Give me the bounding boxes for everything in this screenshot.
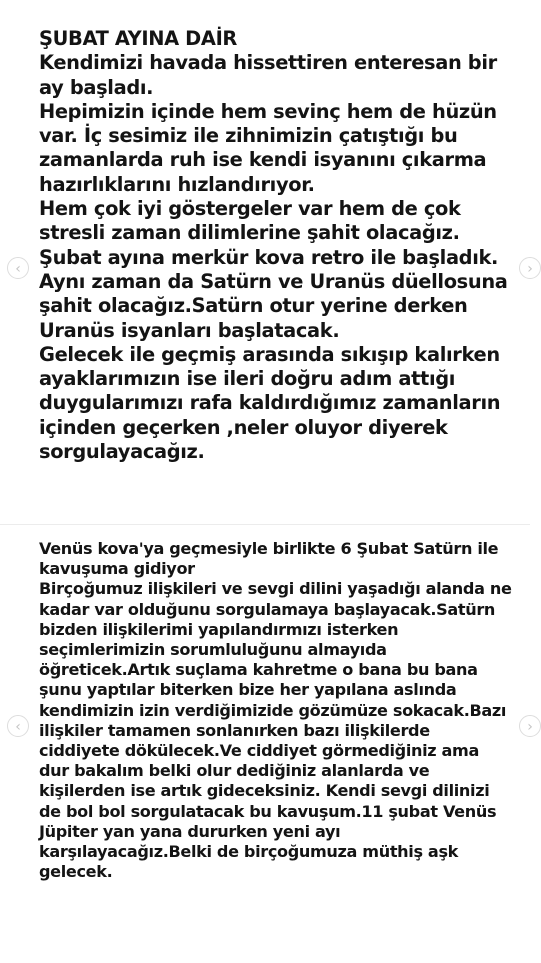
story-card-bottom — [0, 524, 530, 963]
post-text-top: ŞUBAT AYINA DAİR Kendimizi havada hissettiren enteresan bir ay başladı. Hepimizin içinde hem sevinç hem de hüzün var. İç sesimiz ile zihnimizin çatıştığı bu zamanlarda ruh ise kendi isyanını çıkarma hazırlıklarını hızlandırıyor. Hem çok iyi göstergeler var hem de çok stresli zaman dilimlerine şahit olacağız. Şubat ayına merkür kova retro ile başladık. Aynı zaman da Satürn ve Uranüs düellosuna şahit olacağız.Satürn otur yerine derken Uranüs isyanları başlatacak. Gelecek ile geçmiş arasında sıkışıp kalırken ayaklarımızın ise ileri doğru adım attığı duygularımızı rafa kaldırdığımız zamanların içinden geçerken ,neler oluyor diyerek sorgulayacağız. — [39, 27, 508, 464]
chevron-right-icon[interactable]: › — [519, 715, 541, 737]
post-text-bottom: Venüs kova'ya geçmesiyle birlikte 6 Şubat Satürn ile kavuşuma gidiyor Birçoğumuz ilişkileri ve sevgi dilini yaşadığı alanda ne kadar var olduğunu sorgulamaya başlayacak.Satürn bizden ilişkilerimi yapılandırmızı isterken seçimlerimizin sorumluluğunu almayıda öğreticek.Artık suçlama kahretme o bana bu bana şunu yaptılar biterken bize her yapılana aslında kendimizin izin verdiğimizide gözümüze sokacak.Bazı ilişkiler tamamen sonlanırken bazı ilişkilerde ciddiyete dökülecek.Ve ciddiyet görmediğiniz ama dur bakalım belki olur dediğiniz alanlarda ve kişilerden ise artık gideceksiniz. Kendi sevgi dilinizi de bol bol sorgulatacak bu kavuşum.11 şubat Venüs Jüpiter yan yana dururken yeni ayı karşılayacağız.Belki de birçoğumuza müthiş aşk gelecek. — [39, 539, 512, 882]
chevron-right-icon[interactable]: › — [519, 257, 541, 279]
chevron-left-icon[interactable]: ‹ — [7, 715, 29, 737]
chevron-left-icon[interactable]: ‹ — [7, 257, 29, 279]
